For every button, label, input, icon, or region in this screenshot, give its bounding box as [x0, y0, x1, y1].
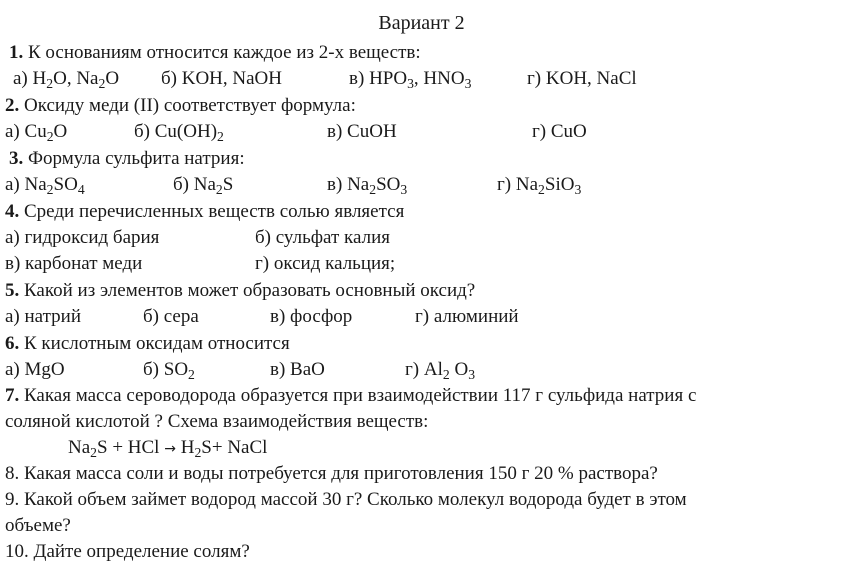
question-number: 6. [5, 333, 20, 354]
question-number: 5. [5, 280, 20, 301]
question-7-line2: соляной кислотой ? Схема взаимодействия веществ: [5, 411, 429, 432]
question-text: Какой из элементов может образовать основный оксид? [19, 280, 476, 301]
option-c: в) $Na_2SO_3$ [327, 174, 408, 197]
question-7 [5, 383, 696, 409]
option-c: в) CuOH [327, 121, 397, 142]
question-9: 9. Какой объем займет водород массой 30 г? Сколько молекул водорода будет в этом [5, 489, 687, 510]
option-a: а) MgO [5, 359, 65, 380]
option-c: в) карбонат меди [5, 253, 143, 274]
option-c: в) $HPO_3$, $HNO_3$ [349, 68, 472, 91]
question-text: Формула сульфита натрия: [23, 148, 245, 169]
reaction-equation: $Na_2S$ + HCl → $H_2S+$ NaCl [68, 437, 268, 460]
option-a: а) $H_2O$, $Na_2O$ [13, 68, 120, 91]
question-2 [5, 93, 356, 119]
option-d: г) $Na_2SiO_3$ [497, 174, 582, 197]
option-a: а) гидроксид бария [5, 227, 160, 248]
option-b: б) KOH, NaOH [161, 68, 283, 89]
option-d: г) алюминий [415, 306, 519, 327]
question-8: 8. Какая масса соли и воды потребуется для приготовления 150 г 20 % раствора? [5, 463, 658, 484]
option-a: а) $Na_2SO_4$ [5, 174, 85, 197]
arrow-icon: → [164, 441, 176, 457]
option-b: б) $Na_2S$ [173, 174, 234, 197]
question-number: 7. [5, 385, 20, 406]
question-number: 4. [5, 201, 20, 222]
question-5 [5, 278, 475, 304]
question-9-line2: объеме? [5, 515, 71, 536]
option-d: г) KOH, NaCl [527, 68, 637, 89]
option-a: а) $Cu_2O$ [5, 121, 68, 144]
option-b: б) сера [143, 306, 199, 327]
option-b: б) сульфат калия [255, 227, 390, 248]
option-b: б) $SO_2$ [143, 359, 195, 382]
option-d: г) оксид кальция; [255, 253, 396, 274]
question-text: К основаниям относится каждое из 2-х веществ: [23, 42, 421, 63]
question-3 [9, 146, 245, 172]
question-text: К кислотным оксидам относится [19, 333, 290, 354]
question-number: 2. [5, 95, 20, 116]
question-4 [5, 199, 404, 225]
option-c: в) фосфор [270, 306, 353, 327]
option-d: г) CuO [532, 121, 587, 142]
question-6 [5, 331, 290, 357]
option-b: б) $Cu(OH)_2$ [134, 121, 224, 144]
question-text: Оксиду меди (II) соответствует формула: [19, 95, 356, 116]
question-text: Среди перечисленных веществ солью является [19, 201, 405, 222]
option-d: г) $Al_2$ $O_3$ [405, 359, 476, 382]
question-text: Какая масса сероводорода образуется при взаимодействии 117 г сульфида натрия с [19, 385, 697, 406]
variant-title: Вариант 2 [378, 12, 465, 34]
question-number: 1. [9, 42, 24, 63]
option-c: в) BaO [270, 359, 325, 380]
question-1 [9, 40, 421, 66]
question-10: 10. Дайте определение солям? [5, 541, 250, 562]
question-number: 3. [9, 148, 24, 169]
option-a: а) натрий [5, 306, 81, 327]
